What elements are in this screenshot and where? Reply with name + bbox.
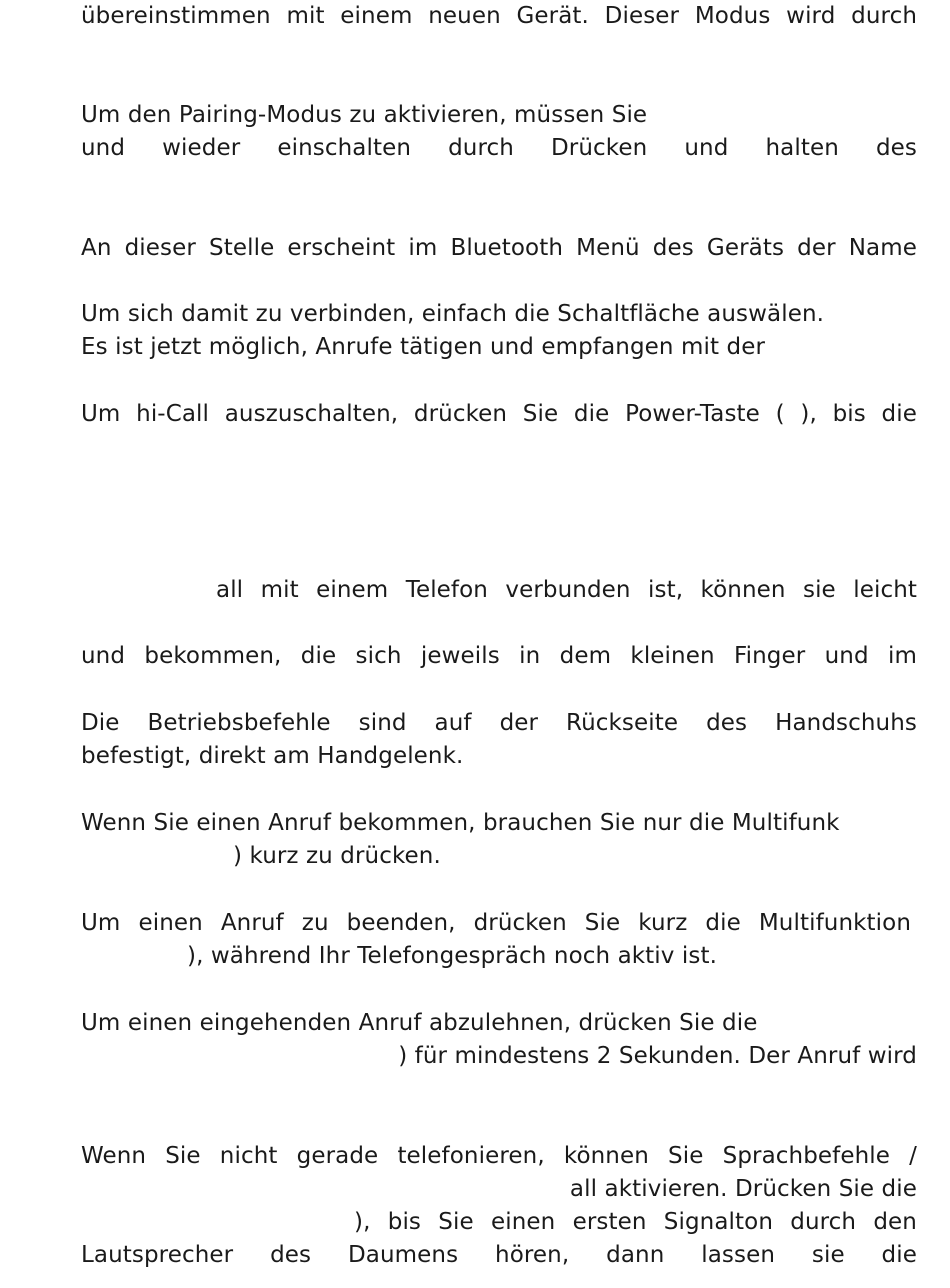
text-line: ) für mindestens 2 Sekunden. Der Anruf wird [398, 1043, 917, 1069]
text-line: Lautsprecher des Daumens hören, dann lassen sie die [81, 1242, 917, 1268]
text-line: Wenn Sie einen Anruf bekommen, brauchen Sie nur die Multifunk [81, 810, 840, 836]
text-line: Wenn Sie nicht gerade telefonieren, können Sie Sprachbefehle / [81, 1143, 917, 1169]
text-line: Die Betriebsbefehle sind auf der Rückseite des Handschuhs [81, 710, 917, 736]
text-line: Um einen eingehenden Anruf abzulehnen, drücken Sie die [81, 1010, 758, 1036]
text-line: und wieder einschalten durch Drücken und halten des [81, 135, 917, 161]
text-line: übereinstimmen mit einem neuen Gerät. Dieser Modus wird durch [81, 3, 917, 29]
text-line: Um hi-Call auszuschalten, drücken Sie die Power-Taste ( ), bis die [81, 401, 917, 427]
text-line: ), während Ihr Telefongespräch noch aktiv ist. [187, 943, 718, 969]
text-line: all aktivieren. Drücken Sie die [569, 1176, 917, 1202]
text-line: Um den Pairing-Modus zu aktivieren, müssen Sie [81, 102, 648, 128]
text-line: all mit einem Telefon verbunden ist, können sie leicht [216, 577, 917, 603]
text-line: Es ist jetzt möglich, Anrufe tätigen und empfangen mit der [81, 334, 766, 360]
text-line: und bekommen, die sich jeweils in dem kleinen Finger und im [81, 643, 917, 669]
text-line: An dieser Stelle erscheint im Bluetooth Menü des Geräts der Name [81, 235, 917, 261]
text-line: Um sich damit zu verbinden, einfach die Schaltfläche auswälen. [81, 301, 825, 327]
text-line: Um einen Anruf zu beenden, drücken Sie kurz die Multifunktion [81, 910, 911, 936]
text-line: ), bis Sie einen ersten Signalton durch den [354, 1209, 917, 1235]
text-line: befestigt, direkt am Handgelenk. [81, 743, 464, 769]
text-line: ) kurz zu drücken. [233, 843, 441, 869]
